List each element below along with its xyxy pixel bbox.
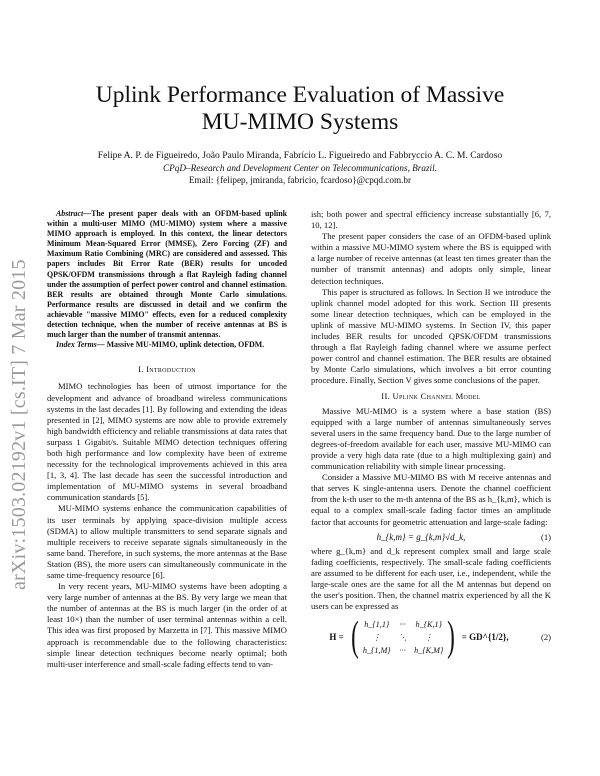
matrix-grid bbox=[362, 619, 444, 656]
matrix-cell: ··· bbox=[399, 645, 406, 655]
section-2-heading: II. Uplink Channel Model bbox=[381, 390, 481, 401]
matrix-cell: ⋮ bbox=[372, 632, 381, 642]
intro-paragraph-4: The present paper considers the case of an OFDM-based uplink within a massive MU-MIMO system where the BS is equipped with a large number of receive antennas (at least ten times greater than the number of transmit antennas) and adopts only simple, linear detection techniques. bbox=[311, 231, 551, 286]
abstract-text: —The present paper deals with an OFDM-based uplink within a multi-user MIMO (MU-MIMO) system where a massive MIMO approach is employed. In this context, the linear detectors Minimum Mean-Squared Error (MMSE), Zero Forcing (ZF) and Maximum Ratio Combining (MRC) are considered and assessed. This papers includes Bit Error Rate (BER) results for uncoded QPSK/OFDM transmissions through a flat Rayleigh fading channel under the assumption of perfect power control and channel estimation. BER results are obtained through Monte Carlo simulations. Performance results are discussed in detail and we confirm the achievable "massive MIMO" effects, even for a reduced complexity detection technique, when the number of receive antennas at BS is much larger than the number of transmit antennas. bbox=[47, 209, 287, 340]
matrix-cell: ⋱ bbox=[398, 632, 407, 642]
model-paragraph-1: Massive MU-MIMO is a system where a base station (BS) equipped with a large number of antennas simultaneously serves several users in the same frequency band. Due to the large number of degrees-of-freedom available for each user, massive MU-MIMO can provide a very high data rate (due to a high multiplexing gain) and communication reliability with simple linear processing. bbox=[311, 405, 551, 472]
matrix-cell: ⋮ bbox=[424, 632, 433, 642]
matrix-cell: h_{1,M} bbox=[362, 645, 391, 655]
matrix-lhs: H = bbox=[329, 631, 344, 642]
arxiv-stamp: arXiv:1503.02192v1 [cs.IT] 7 Mar 2015 bbox=[8, 259, 30, 590]
intro-paragraph-continued: ish; both power and spectral efficiency increase substantially [6, 7, 10, 12]. bbox=[311, 209, 551, 231]
equation-2-body bbox=[311, 614, 531, 661]
right-paren-icon: ) bbox=[446, 614, 455, 661]
intro-paragraph-2: MU-MIMO systems enhance the communication capabilities of its user terminals by applying space-division multiple access (SDMA) to allow multiple transmitters to send separate signals and multiple receivers to receive separate signals simultaneously in the same band. Therefore, in such systems, the more antennas at the Base Station (BS), the more users can simultaneously communicate in the same time-frequency resource [6]. bbox=[47, 503, 287, 580]
title-line-1: Uplink Performance Evaluation of Massive bbox=[95, 82, 505, 108]
author-list: Felipe A. P. de Figueiredo, João Paulo Miranda, Fabrício L. Figueiredo and Fabbryccio A. C. M. Cardoso bbox=[97, 150, 503, 161]
equation-2 bbox=[311, 614, 551, 661]
abstract bbox=[47, 209, 287, 340]
title-line-2: MU-MIMO Systems bbox=[201, 109, 399, 135]
equation-1-number: (1) bbox=[540, 531, 551, 542]
intro-paragraph-3: In very recent years, MU-MIMO systems have been adopting a very large number of antennas at the BS. By very large we mean that the number of antennas at the BS is much larger (in the order of at least 10×) than the number of user terminal antennas within a cell. This idea was first proposed by Marzetta in [7]. This massive MIMO approach is recommendable due to the following characteristics: simple linear detection techniques become nearly optimal; both multi-user interference and small-scale fading effects tend to van- bbox=[47, 581, 287, 669]
index-terms bbox=[47, 340, 287, 350]
model-paragraph-3: where g_{k,m} and d_k represent complex small and large scale fading coefficients, respectively. The small-scale fading coefficients are assumed to be different for each user, i.e., independent, while the large-scale ones are the same for all the M antennas but depend on the user's position. Then, the channel matrix experienced by all the K users can be expressed as bbox=[311, 545, 551, 612]
affiliation: CPqD–Research and Development Center on Telecommunications, Brazil. bbox=[163, 163, 437, 173]
matrix-cell: ··· bbox=[399, 619, 406, 629]
intro-paragraph-1: MIMO technologies has been of utmost importance for the development and advance of broadband wireless communications systems in the last decades [1]. By following and extending the ideas presented in [2], MIMO systems are now able to provide extremely high bandwidth efficiency and reliable transmissions at data rates that surpass 1 Gigabit/s. Suitable MIMO detection techniques offering both high performance and low complexity have been of extreme necessity for the technological improvements achieved in this area [1, 3, 4]. The last decade has seen the successful introduction and implementation of MU-MIMO systems in several broadband communication standards [5]. bbox=[47, 381, 287, 503]
matrix-cell: h_{K,1} bbox=[415, 619, 442, 629]
matrix-rhs: = GD^{1/2}, bbox=[461, 631, 509, 642]
matrix-cell: h_{K,M} bbox=[414, 645, 444, 655]
right-column bbox=[311, 209, 551, 661]
paper-title bbox=[60, 82, 540, 136]
abstract-label: Abstract bbox=[56, 209, 84, 218]
index-terms-label: Index Terms bbox=[56, 340, 97, 350]
left-column bbox=[47, 209, 287, 670]
intro-paragraph-5: This paper is structured as follows. In Section II we introduce the uplink channel model adopted for this work. Section III presents some linear detection techniques, which can be employed in the uplink of massive MU-MIMO systems. In Section IV, this paper includes BER results for uncoded QPSK/OFDM transmissions through a flat Rayleigh fading channel where we assume perfect power control and channel estimation. The BER results are obtained by Monte Carlo simulations, which involves a bit error counting procedure. Finally, Section V gives some conclusions of the paper. bbox=[311, 286, 551, 386]
email-line: Email: {felipep, jmiranda, fabricio, fcardoso}@cpqd.com.br bbox=[188, 175, 412, 185]
section-1-heading: I. Introduction bbox=[138, 364, 196, 375]
matrix-cell: h_{1,1} bbox=[364, 619, 390, 629]
equation-1-body: h_{k,m} = g_{k,m}√d_k, bbox=[376, 531, 466, 542]
left-paren-icon: ( bbox=[350, 614, 359, 661]
equation-2-number: (2) bbox=[540, 631, 551, 642]
equation-1 bbox=[311, 532, 551, 543]
index-terms-text: — Massive MU-MIMO, uplink detection, OFDM. bbox=[96, 340, 265, 350]
model-paragraph-2: Consider a Massive MU-MIMO BS with M receive antennas and that serves K single-antenna users. Denote the channel coefficient from the k-th user to the m-th antenna of the BS as h_{k,m}, which is equal to a complex small-scale fading factor times an amplitude factor that accounts for geometric attenuation and large-scale fading: bbox=[311, 472, 551, 527]
